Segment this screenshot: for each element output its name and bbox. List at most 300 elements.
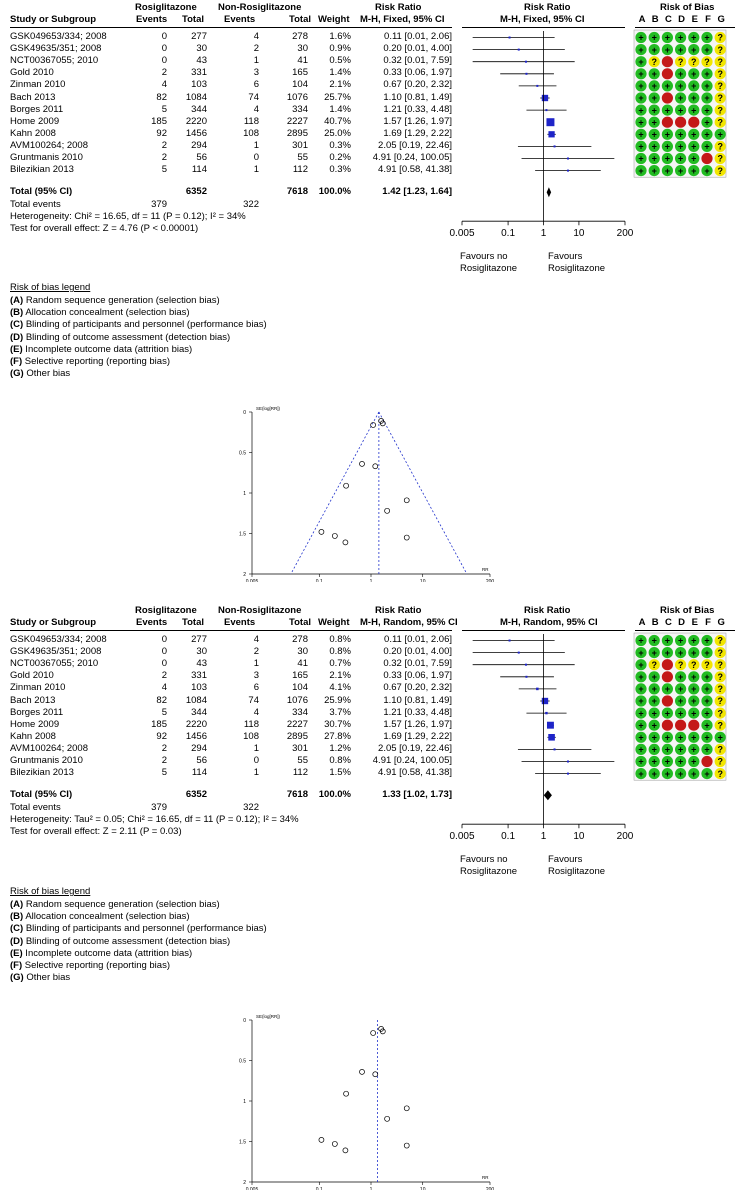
events2: 118 xyxy=(243,718,259,730)
rob-symbol: ? xyxy=(717,153,723,164)
legend-text: Allocation concealment (selection bias) xyxy=(23,307,190,319)
study-marker xyxy=(536,85,538,87)
legend-item xyxy=(10,356,170,368)
funnel-y-tick-label: 1.5 xyxy=(239,531,246,538)
rob-letter-E: E xyxy=(691,14,698,25)
risk-ratio-ci: 0.11 [0.01, 2.06] xyxy=(384,31,452,42)
rob-symbol: + xyxy=(704,93,710,104)
study-name: Bach 2013 xyxy=(10,91,56,103)
group2-header: Non-Rosiglitazone xyxy=(218,605,302,616)
weight: 25.9% xyxy=(324,694,351,706)
rob-symbol: + xyxy=(677,69,684,79)
risk-ratio-ci: 1.69 [1.29, 2.22] xyxy=(383,127,452,139)
study-marker xyxy=(548,131,554,137)
rob-symbol: ? xyxy=(717,93,723,104)
legend-item xyxy=(10,332,230,344)
total1: 56 xyxy=(196,152,207,163)
weight: 25.0% xyxy=(324,127,351,139)
rob-symbol: + xyxy=(651,129,657,140)
forest-plot-random xyxy=(0,603,754,878)
risk-ratio-ci: 1.57 [1.26, 1.97] xyxy=(383,115,452,127)
rob-symbol: + xyxy=(638,69,644,79)
total2: 55 xyxy=(297,152,308,163)
study-marker xyxy=(567,158,569,160)
study-marker xyxy=(554,145,556,147)
risk-of-bias-header: Risk of Bias xyxy=(660,2,715,13)
legend-letter: (G) xyxy=(10,368,24,380)
rob-symbol: ? xyxy=(677,659,684,670)
legend-letter: (A) xyxy=(10,899,24,910)
rob-symbol: + xyxy=(691,141,697,152)
pooled-diamond xyxy=(547,187,551,197)
total1: 294 xyxy=(191,139,207,151)
rob-symbol: + xyxy=(651,93,657,104)
legend-text: Other bias xyxy=(23,972,71,984)
heterogeneity: Heterogeneity: Tau² = 0.05; Chi² = 16.65, df = 11 (P = 0.12); I² = 34% xyxy=(10,814,299,826)
rob-symbol: + xyxy=(638,81,644,92)
total2: 301 xyxy=(292,139,308,151)
total-n2: 7618 xyxy=(286,789,308,801)
total2: 41 xyxy=(297,658,308,670)
rob-symbol: + xyxy=(651,756,657,767)
rob-symbol: + xyxy=(677,756,684,767)
x-tick-label: 0.1 xyxy=(501,228,516,240)
rob-symbol: + xyxy=(664,732,671,743)
total2: 2227 xyxy=(286,115,308,127)
funnel-y-label: SE(log[RR]) xyxy=(256,1014,281,1019)
events1: 4 xyxy=(161,682,167,694)
rob-letter-C: C xyxy=(664,617,672,628)
legend-item xyxy=(10,307,190,319)
funnel-point xyxy=(404,535,409,540)
total2: 334 xyxy=(292,706,308,718)
rob-symbol: + xyxy=(638,141,644,152)
weight: 2.1% xyxy=(329,670,351,682)
rob-symbol: ? xyxy=(717,744,723,755)
rob-symbol: ? xyxy=(717,708,723,719)
events1-header: Events xyxy=(136,14,168,25)
events1: 5 xyxy=(161,767,167,779)
rob-symbol: + xyxy=(664,32,671,43)
rob-symbol: + xyxy=(638,659,644,670)
study-marker xyxy=(525,676,527,678)
study-name: GSK049653/334; 2008 xyxy=(10,634,107,645)
events1: 0 xyxy=(161,31,167,42)
funnel-y-tick-label: 0 xyxy=(243,410,246,416)
rob-symbol: ? xyxy=(717,720,723,731)
funnel-x-tick-label: 0.1 xyxy=(315,1187,323,1190)
total2: 112 xyxy=(292,767,308,779)
funnel-x-tick-label: 10 xyxy=(419,579,426,582)
rob-symbol: + xyxy=(651,165,657,176)
weight: 1.2% xyxy=(329,742,351,754)
funnel-plot-fixed xyxy=(0,402,754,582)
rob-symbol: + xyxy=(651,153,657,164)
weight: 0.2% xyxy=(329,152,351,163)
rob-symbol: + xyxy=(704,44,710,55)
study-name: Bach 2013 xyxy=(10,694,56,706)
rob-symbol: + xyxy=(677,105,684,116)
total2: 112 xyxy=(292,164,308,176)
rob-symbol: ? xyxy=(717,659,723,670)
total1: 30 xyxy=(196,646,207,658)
risk-ratio-header: Risk Ratio xyxy=(375,605,422,616)
favours-right: Rosiglitazone xyxy=(548,866,606,878)
total1-header: Total xyxy=(182,617,204,628)
risk-ratio-ci: 2.05 [0.19, 22.46] xyxy=(378,139,452,151)
rob-dot xyxy=(701,756,712,767)
study-marker xyxy=(542,95,548,101)
funnel-point xyxy=(360,1069,365,1074)
legend-text: Blinding of participants and personnel (performance bias) xyxy=(23,923,267,935)
total1: 56 xyxy=(196,755,207,766)
legend-letter: (D) xyxy=(10,331,24,343)
weight: 0.5% xyxy=(329,55,351,67)
funnel-point xyxy=(404,1143,409,1148)
study-name: GSK49635/351; 2008 xyxy=(10,646,102,658)
legend-letter: (C) xyxy=(10,319,24,331)
risk-of-bias-legend-fixed xyxy=(0,282,754,378)
events2: 2 xyxy=(253,646,259,658)
rob-symbol: + xyxy=(691,129,697,140)
rob-symbol: + xyxy=(638,105,644,116)
rob-symbol: + xyxy=(704,684,710,695)
total-weight: 100.0% xyxy=(318,789,351,801)
rob-symbol: ? xyxy=(717,32,723,43)
rob-letter-F: F xyxy=(705,617,711,628)
study-name: Bilezikian 2013 xyxy=(10,767,74,779)
rob-letter-A: A xyxy=(638,617,646,628)
funnel-point xyxy=(343,1148,348,1153)
rob-symbol: + xyxy=(677,81,684,92)
events1: 82 xyxy=(156,694,167,706)
x-tick-label: 200 xyxy=(616,228,634,240)
events2: 6 xyxy=(253,682,259,694)
rob-symbol: + xyxy=(691,672,697,682)
rob-symbol: ? xyxy=(704,56,710,67)
rob-symbol: + xyxy=(704,69,710,79)
rob-symbol: + xyxy=(704,32,710,43)
legend-item xyxy=(10,936,230,948)
risk-ratio-ci: 4.91 [0.24, 100.05] xyxy=(372,755,452,766)
funnel-point xyxy=(332,533,337,538)
legend-item xyxy=(10,899,220,911)
rob-symbol: ? xyxy=(717,165,723,176)
events1: 2 xyxy=(161,670,167,682)
events2: 3 xyxy=(253,67,259,79)
rob-letter-G: G xyxy=(717,617,725,628)
rob-dot xyxy=(675,117,686,128)
total2: 1076 xyxy=(286,91,308,103)
total1: 1084 xyxy=(185,91,207,103)
risk-ratio-ci: 0.32 [0.01, 7.59] xyxy=(383,658,452,670)
legend-text: Random sequence generation (selection bias) xyxy=(23,899,220,910)
total-ci: 1.42 [1.23, 1.64] xyxy=(382,186,452,198)
rob-symbol: + xyxy=(664,81,671,92)
favours-left: Favours no xyxy=(460,251,508,263)
events2: 74 xyxy=(248,91,259,103)
rob-dot xyxy=(662,720,673,731)
total-events1: 379 xyxy=(151,802,167,814)
total1: 1456 xyxy=(185,730,207,742)
funnel-plot-random xyxy=(0,1010,754,1190)
rob-symbol: + xyxy=(704,708,710,719)
funnel-point xyxy=(373,1072,378,1077)
rob-symbol: + xyxy=(704,672,710,682)
events1: 0 xyxy=(161,43,167,55)
total2: 104 xyxy=(292,682,308,694)
events2: 1 xyxy=(253,767,259,779)
rob-symbol: + xyxy=(651,44,657,55)
funnel-point xyxy=(332,1141,337,1146)
rob-dot xyxy=(662,659,673,670)
legend-text: Other bias xyxy=(23,368,71,380)
rob-symbol: + xyxy=(651,69,657,79)
rob-symbol: + xyxy=(651,141,657,152)
events2: 4 xyxy=(253,103,259,115)
rob-symbol: + xyxy=(651,768,657,779)
events1: 5 xyxy=(161,164,167,176)
rob-symbol: + xyxy=(638,44,644,55)
rob-symbol: + xyxy=(691,81,697,92)
total2: 1076 xyxy=(286,694,308,706)
total1: 277 xyxy=(191,634,207,645)
legend-text: Selective reporting (reporting bias) xyxy=(22,960,170,971)
rob-symbol: + xyxy=(691,44,697,55)
rob-symbol: + xyxy=(691,635,697,646)
rob-dot xyxy=(662,671,673,682)
rob-symbol: ? xyxy=(717,105,723,116)
total2: 278 xyxy=(292,634,308,645)
total-weight: 100.0% xyxy=(318,186,351,198)
total2: 2895 xyxy=(286,127,308,139)
legend-item xyxy=(10,295,220,307)
study-marker xyxy=(525,61,527,63)
total2: 30 xyxy=(297,646,308,658)
rob-symbol: + xyxy=(651,32,657,43)
risk-of-bias-legend-random xyxy=(0,886,754,982)
weight: 4.1% xyxy=(329,682,351,694)
rob-symbol: + xyxy=(717,732,723,743)
method-plot-header: M-H, Random, 95% CI xyxy=(500,617,598,628)
rob-symbol: + xyxy=(664,165,671,176)
rob-symbol: + xyxy=(651,744,657,755)
study-marker xyxy=(546,118,554,126)
rob-symbol: + xyxy=(664,647,671,658)
weight: 27.8% xyxy=(324,730,351,742)
legend-item xyxy=(10,923,267,935)
rob-dot xyxy=(675,720,686,731)
risk-ratio-ci: 1.10 [0.81, 1.49] xyxy=(383,91,452,103)
events2: 4 xyxy=(253,634,259,645)
rob-symbol: + xyxy=(691,696,697,707)
favours-right: Rosiglitazone xyxy=(548,263,606,275)
rob-dot xyxy=(662,695,673,706)
rob-symbol: + xyxy=(691,105,697,116)
rob-symbol: + xyxy=(651,720,657,731)
study-marker xyxy=(554,748,556,750)
favours-right: Favours xyxy=(548,251,583,263)
study-marker xyxy=(545,109,547,111)
rob-symbol: + xyxy=(691,684,697,695)
weight: 25.7% xyxy=(324,91,351,103)
rob-symbol: + xyxy=(664,756,671,767)
funnel-x-tick-label: 10 xyxy=(419,1187,426,1190)
study-column-header: Study or Subgroup xyxy=(10,617,97,628)
rob-symbol: + xyxy=(704,129,710,140)
funnel-left-limit xyxy=(291,412,379,574)
rob-symbol: + xyxy=(691,32,697,43)
legend-letter: (C) xyxy=(10,923,24,935)
rob-symbol: + xyxy=(638,635,644,646)
study-marker xyxy=(567,761,569,763)
total1: 2220 xyxy=(185,718,207,730)
total1: 43 xyxy=(196,658,207,670)
x-tick-label: 200 xyxy=(616,831,634,843)
legend-text: Random sequence generation (selection bias) xyxy=(23,295,220,306)
study-marker xyxy=(518,652,520,654)
events2: 2 xyxy=(253,43,259,55)
study-name: AVM100264; 2008 xyxy=(10,139,88,151)
legend-item xyxy=(10,368,70,380)
risk-ratio-ci: 0.11 [0.01, 2.06] xyxy=(384,634,452,645)
events2-header: Events xyxy=(224,14,256,25)
x-tick-label: 10 xyxy=(573,228,585,240)
rob-symbol: + xyxy=(638,672,644,682)
total1: 294 xyxy=(191,742,207,754)
study-name: Kahn 2008 xyxy=(10,127,56,139)
rob-symbol: + xyxy=(651,647,657,658)
funnel-y-label: SE(log[RR]) xyxy=(256,406,281,411)
rob-symbol: + xyxy=(677,768,684,779)
rob-symbol: ? xyxy=(717,81,723,92)
rob-dot xyxy=(701,153,712,164)
legend-letter: (G) xyxy=(10,972,24,984)
legend-item xyxy=(10,960,170,972)
rob-symbol: + xyxy=(638,708,644,719)
funnel-point xyxy=(371,1030,376,1035)
rob-symbol: + xyxy=(691,744,697,755)
total2-header: Total xyxy=(289,14,311,25)
study-marker xyxy=(567,773,569,775)
events2: 108 xyxy=(243,127,259,139)
risk-ratio-ci: 0.33 [0.06, 1.97] xyxy=(383,670,452,682)
events1: 2 xyxy=(161,152,167,163)
rob-symbol: + xyxy=(638,647,644,658)
rob-symbol: + xyxy=(677,684,684,695)
funnel-x-label: RR xyxy=(482,1175,489,1180)
events2: 74 xyxy=(248,694,259,706)
legend-text: Blinding of outcome assessment (detection bias) xyxy=(23,935,231,947)
total1: 114 xyxy=(191,164,207,176)
total-events1: 379 xyxy=(151,199,167,211)
rob-symbol: + xyxy=(651,684,657,695)
risk-ratio-ci: 4.91 [0.24, 100.05] xyxy=(372,152,452,163)
rob-symbol: + xyxy=(638,32,644,43)
total1-header: Total xyxy=(182,14,204,25)
funnel-point xyxy=(385,508,390,513)
total1: 2220 xyxy=(185,115,207,127)
total1: 331 xyxy=(191,67,207,79)
rob-symbol: + xyxy=(717,129,723,140)
rob-symbol: + xyxy=(691,768,697,779)
study-marker xyxy=(567,170,569,172)
rob-symbol: + xyxy=(704,744,710,755)
total-events2: 322 xyxy=(243,802,259,814)
rob-symbol: + xyxy=(691,708,697,719)
rob-dot xyxy=(662,56,673,67)
rob-symbol: + xyxy=(677,647,684,658)
funnel-y-tick-label: 0 xyxy=(243,1018,246,1024)
group1-header: Rosiglitazone xyxy=(135,2,197,13)
weight: 1.6% xyxy=(329,31,351,42)
total1: 277 xyxy=(191,31,207,42)
total2-header: Total xyxy=(289,617,311,628)
rob-dot xyxy=(662,92,673,103)
method-plot-header: M-H, Fixed, 95% CI xyxy=(500,14,585,25)
rob-symbol: + xyxy=(638,93,644,104)
funnel-y-tick-label: 1.5 xyxy=(239,1139,246,1146)
funnel-point xyxy=(344,483,349,488)
funnel-x-tick-label: 200 xyxy=(485,579,495,582)
rob-symbol: ? xyxy=(717,117,723,128)
group2-header: Non-Rosiglitazone xyxy=(218,2,302,13)
rob-symbol: + xyxy=(704,117,710,128)
total2: 2895 xyxy=(286,730,308,742)
rob-symbol: + xyxy=(704,720,710,731)
study-name: Gold 2010 xyxy=(10,67,54,79)
study-name: Home 2009 xyxy=(10,718,60,730)
rob-dot xyxy=(662,117,673,128)
rob-symbol: + xyxy=(677,141,684,152)
funnel-point xyxy=(385,1116,390,1121)
total-n1: 6352 xyxy=(185,789,207,801)
funnel-point xyxy=(319,1137,324,1142)
study-name: Gruntmanis 2010 xyxy=(10,152,83,163)
forest-plot-fixed xyxy=(0,0,754,275)
events2: 1 xyxy=(253,164,259,176)
risk-ratio-ci: 1.10 [0.81, 1.49] xyxy=(383,694,452,706)
risk-ratio-ci: 0.20 [0.01, 4.00] xyxy=(383,43,452,55)
legend-letter: (E) xyxy=(10,343,23,355)
funnel-x-tick-label: 1 xyxy=(369,1187,373,1190)
favours-right: Favours xyxy=(548,854,583,866)
total-n1: 6352 xyxy=(185,186,207,198)
legend-letter: (F) xyxy=(10,356,23,367)
rob-symbol: + xyxy=(638,696,644,707)
funnel-y-tick-label: 0.5 xyxy=(239,1058,246,1065)
rob-symbol: + xyxy=(638,720,644,731)
study-marker xyxy=(545,712,547,714)
total1: 344 xyxy=(191,103,207,115)
funnel-point xyxy=(360,461,365,466)
total2: 278 xyxy=(292,31,308,42)
rob-symbol: + xyxy=(664,744,671,755)
rob-symbol: + xyxy=(691,165,697,176)
rob-symbol: + xyxy=(691,153,697,164)
study-name: Home 2009 xyxy=(10,115,60,127)
risk-ratio-ci: 4.91 [0.58, 41.38] xyxy=(378,164,452,176)
weight: 0.8% xyxy=(329,755,351,766)
total-events2: 322 xyxy=(243,199,259,211)
total1: 103 xyxy=(191,79,207,91)
total-label: Total (95% CI) xyxy=(10,186,73,198)
events1: 82 xyxy=(156,91,167,103)
events2: 1 xyxy=(253,658,259,670)
legend-item xyxy=(10,319,267,331)
rob-symbol: + xyxy=(651,81,657,92)
rob-symbol: + xyxy=(704,141,710,152)
